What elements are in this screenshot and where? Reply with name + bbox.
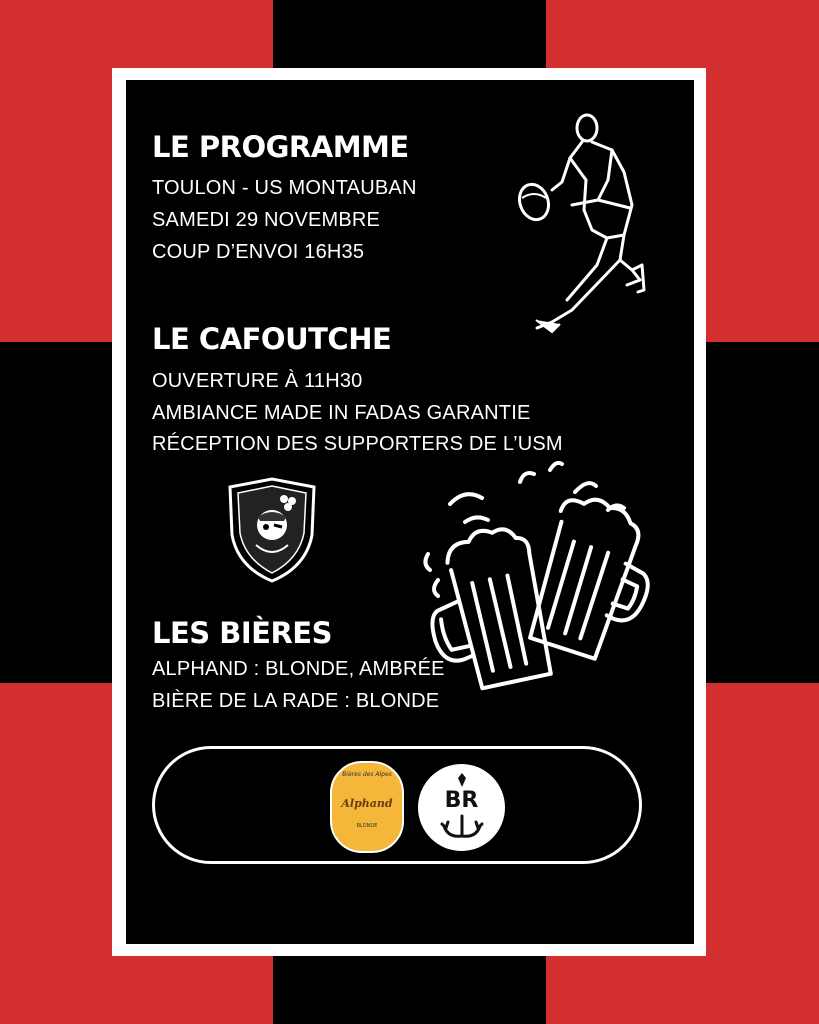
bieres-line: BIÈRE DE LA RADE : BLONDE [152,690,440,712]
biere-de-la-rade-logo [418,764,505,851]
beer-mugs-icon [410,452,655,697]
bieres-title: LES BIÈRES [152,616,333,650]
cafoutche-title: LE CAFOUTCHE [152,322,392,356]
rugby-player-icon [512,110,652,340]
alphand-logo-sub: BLONDE [356,823,378,829]
br-initials: BR [444,788,479,813]
programme-line: COUP D’ENVOI 16H35 [152,241,365,263]
programme-title: LE PROGRAMME [152,130,409,164]
cafoutche-line: OUVERTURE À 11H30 [152,370,363,392]
alphand-logo-name: Alphand [341,797,393,810]
cafoutche-line: AMBIANCE MADE IN FADAS GARANTIE [152,402,531,424]
alphand-logo [330,761,404,853]
hop-icon [454,772,470,788]
bieres-line: ALPHAND : BLONDE, AMBRÉE [152,658,445,680]
crest-icon [226,477,318,583]
programme-line: SAMEDI 29 NOVEMBRE [152,209,381,231]
programme-line: TOULON - US MONTAUBAN [152,177,417,199]
cafoutche-line: RÉCEPTION DES SUPPORTERS DE L’USM [152,433,563,455]
anchor-icon [440,814,484,840]
alphand-logo-top: Bières des Alpes [342,771,392,778]
